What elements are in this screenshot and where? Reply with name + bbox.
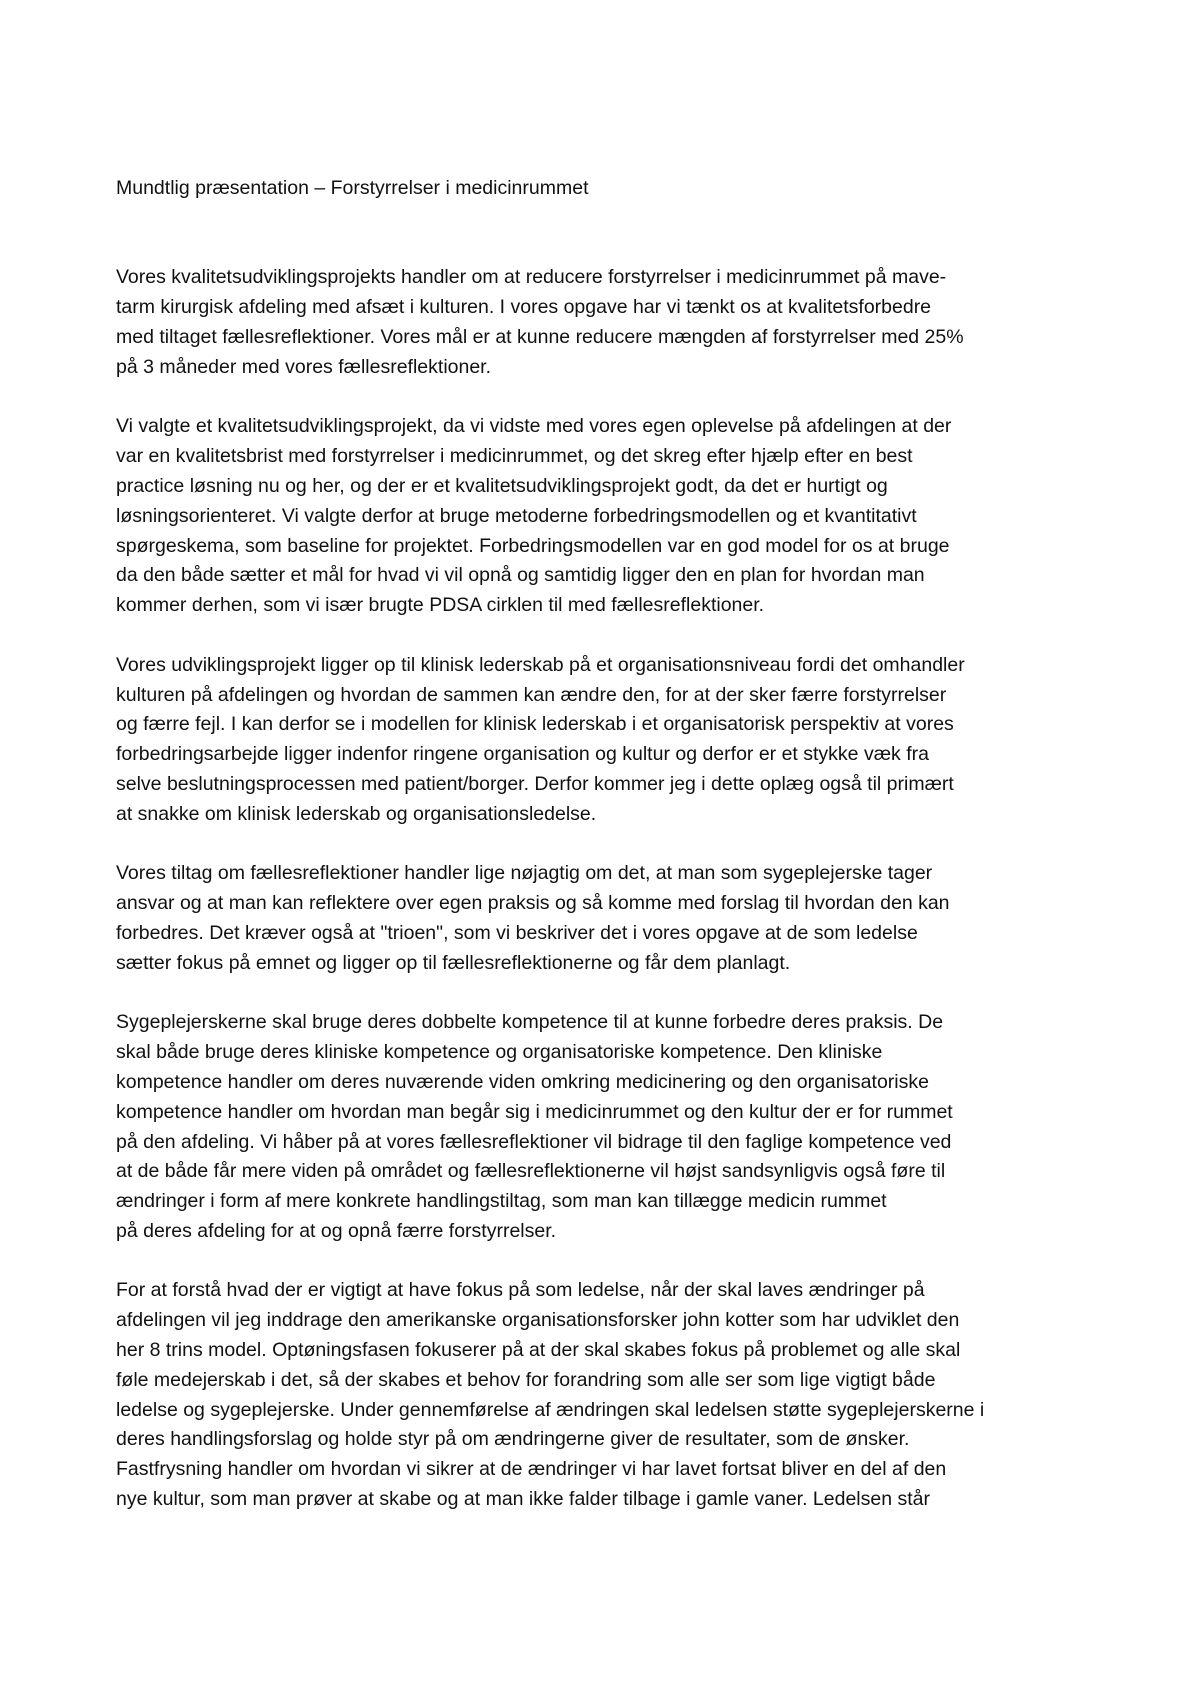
text-line: ansvar og at man kan reflektere over egen praksis og så komme med forslag til hvordan den kan <box>116 892 950 915</box>
text-line: skal både bruge deres kliniske kompetence og organisatoriske kompetence. Den kliniske <box>116 1041 883 1064</box>
text-line: deres handlingsforslag og holde styr på om ændringerne giver de resultater, som de ønsker. <box>116 1428 910 1451</box>
paragraph-6 <box>116 1276 1096 1514</box>
text-line: løsningsorienteret. Vi valgte derfor at bruge metoderne forbedringsmodellen og et kvantitativt <box>116 504 917 527</box>
text-line: forbedres. Det kræver også at "trioen", som vi beskriver det i vores opgave at de som ledelse <box>116 921 918 944</box>
text-line: og færre fejl. I kan derfor se i modellen for klinisk lederskab i et organisatorisk perspektiv at vores <box>116 713 954 736</box>
text-line: at de både får mere viden på området og fællesreflektionerne vil højst sandsynligvis også føre til <box>116 1160 946 1183</box>
text-line: var en kvalitetsbrist med forstyrrelser i medicinrummet, og det skreg efter hjælp efter en best <box>116 445 913 468</box>
paragraph-1 <box>116 263 1096 382</box>
text-line: på den afdeling. Vi håber på at vores fællesreflektioner vil bidrage til den faglige kompetence ved <box>116 1130 952 1153</box>
text-line: ledelse og sygeplejerske. Under gennemførelse af ændringen skal ledelsen støtte sygeplejerskerne i <box>116 1398 985 1421</box>
document-body <box>116 174 1096 1545</box>
text-line: på 3 måneder med vores fællesreflektioner. <box>116 355 492 378</box>
text-line: sætter fokus på emnet og ligger op til fællesreflektionerne og får dem planlagt. <box>116 951 791 974</box>
text-line: Vi valgte et kvalitetsudviklingsprojekt, da vi vidste med vores egen oplevelse på afdelingen at der <box>116 415 952 438</box>
text-line: føle medejerskab i det, så der skabes et behov for forandring som alle ser som lige vigtigt både <box>116 1368 936 1391</box>
text-line: Sygeplejerskerne skal bruge deres dobbelte kompetence til at kunne forbedre deres praksis. De <box>116 1011 944 1034</box>
text-line: kommer derhen, som vi især brugte PDSA cirklen til med fællesreflektioner. <box>116 594 765 617</box>
text-line: tarm kirurgisk afdeling med afsæt i kulturen. I vores opgave har vi tænkt os at kvalitetsforbedre <box>116 296 932 319</box>
text-line: kompetence handler om hvordan man begår sig i medicinrummet og den kultur der er for rummet <box>116 1100 953 1123</box>
text-line: ændringer i form af mere konkrete handlingstiltag, som man kan tillægge medicin rummet <box>116 1190 887 1213</box>
text-line: Vores kvalitetsudviklingsprojekts handler om at reducere forstyrrelser i medicinrummet på mave- <box>116 266 947 289</box>
text-line: nye kultur, som man prøver at skabe og at man ikke falder tilbage i gamle vaner. Ledelsen står <box>116 1488 931 1511</box>
text-line: da den både sætter et mål for hvad vi vil opnå og samtidig ligger den en plan for hvordan man <box>116 564 925 587</box>
document-title: Mundtlig præsentation – Forstyrrelser i medicinrummet <box>116 177 589 199</box>
text-line: kompetence handler om deres nuværende viden omkring medicinering og den organisatoriske <box>116 1070 929 1093</box>
text-line: forbedringsarbejde ligger indenfor ringene organisation og kultur og derfor er et stykke væk fra <box>116 743 929 766</box>
text-line: Vores tiltag om fællesreflektioner handler lige nøjagtig om det, at man som sygeplejerske tager <box>116 862 933 885</box>
text-line: Vores udviklingsprojekt ligger op til klinisk lederskab på et organisationsniveau fordi det omhandler <box>116 653 965 676</box>
text-line: For at forstå hvad der er vigtigt at have fokus på som ledelse, når der skal laves ændringer på <box>116 1279 925 1302</box>
text-line: kulturen på afdelingen og hvordan de sammen kan ændre den, for at der sker færre forstyrrelser <box>116 683 947 706</box>
text-line: afdelingen vil jeg inddrage den amerikanske organisationsforsker john kotter som har udviklet den <box>116 1309 960 1332</box>
paragraph-2 <box>116 412 1096 621</box>
paragraph-5 <box>116 1008 1096 1246</box>
text-line: spørgeskema, som baseline for projektet. Forbedringsmodellen var en god model for os at bruge <box>116 534 950 557</box>
paragraph-3 <box>116 651 1096 830</box>
text-line: på deres afdeling for at og opnå færre forstyrrelser. <box>116 1219 557 1242</box>
text-line: Fastfrysning handler om hvordan vi sikrer at de ændringer vi har lavet fortsat bliver en del af den <box>116 1458 947 1481</box>
text-line: med tiltaget fællesreflektioner. Vores mål er at kunne reducere mængden af forstyrrelser med 25% <box>116 325 964 348</box>
text-line: her 8 trins model. Optøningsfasen fokuserer på at der skal skabes fokus på problemet og alle skal <box>116 1339 961 1362</box>
text-line: practice løsning nu og her, og der er et kvalitetsudviklingsprojekt godt, da det er hurtigt og <box>116 474 888 497</box>
paragraph-4 <box>116 859 1096 978</box>
text-line: at snakke om klinisk lederskab og organisationsledelse. <box>116 802 597 825</box>
text-line: selve beslutningsprocessen med patient/borger. Derfor kommer jeg i dette oplæg også til primært <box>116 772 954 795</box>
